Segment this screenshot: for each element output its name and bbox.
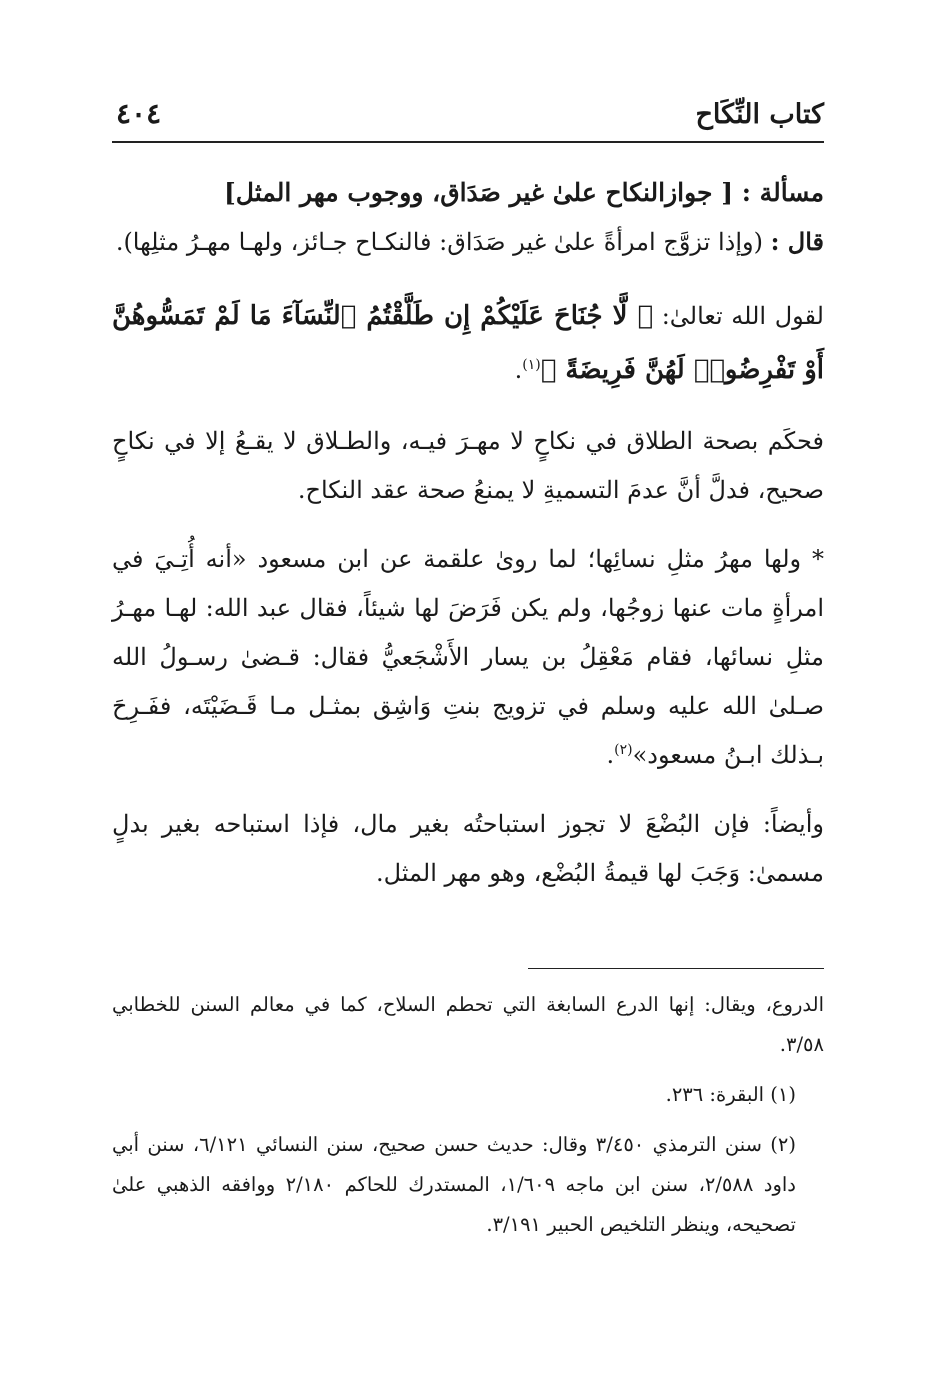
book-page [112,95,824,1245]
qala-label: قال : [770,227,824,256]
hadith-text: * ولها مهرُ مثلِ نسائِها؛ لما رویٰ علقمة عن ابن مسعود «أنه أُتِـيَ في امرأةٍ مات عنها زوجُها، ولم يكن فَرَضَ لها شيئاً، فقال عبد الله: لهـا مهـرُ مثلِ نسائها، فقام مَعْقِلُ بن يسار الأَشْجَعيُّ فقال: قـضىٰ رسـولُ الله صـلىٰ الله عليه وسلم في تزويج بنتِ وَاشِق بمثـل مـا قَـضَيْتَه، ففَـرِحَ بـذلك ابـنُ مسعود» [112,545,824,769]
footnote-divider [528,968,824,969]
footnote-2: (٢) سنن الترمذي ٣/٤٥٠ وقال: حديث حسن صحيح، سنن النسائي ٦/١٢١، سنن أبي داود ٢/٥٨٨، سنن ابن ماجه ١/٦٠٩، المستدرك للحاكم ٢/١٨٠ ووافقه الذهبي علىٰ تصحيحه، وينظر التلخيص الحبير ٣/١٩١. [112,1133,796,1236]
verse-end: . [514,356,523,384]
footnote-ref-2: (٢) [614,742,633,758]
section-heading: مسألة : [ جوازالنكاح علىٰ غير صَدَاق، ووجوب مهر المثل] [223,178,824,207]
qala-text: (وإذا تزوَّج امرأةً علىٰ غير صَدَاق: فالنكـاح جـائز، ولهـا مهـرُ مثلِها). [115,228,771,256]
running-header [112,95,824,143]
chapter-title: كتاب النِّكَاح [695,99,824,130]
paragraph-reasoning: وأيضاً: فإن البُضْعَ لا تجوز استباحتُه بغير مال، فإذا استباحه بغير بدلٍ مسمىٰ: وَجَبَ لها قيمةُ البُضْع، وهو مهر المثل. [112,810,824,887]
verse-intro: لقول الله تعالىٰ: [653,302,824,330]
footnote-1: (١) البقرة: ٢٣٦. [665,1083,796,1106]
page-number: ٤٠٤ [116,97,162,130]
verse-paragraph [112,289,824,397]
footnote-carryover: الدروع، ويقال: إنها الدرع السابغة التي تحطم السلاح، كما في معالم السنن للخطابي ٣/٥٨. [112,993,824,1056]
paragraph-hadith [112,535,824,780]
paragraph-ruling: فحكَم بصحة الطلاق في نكاحٍ لا مهـرَ فيـه، والطـلاق لا يقـعُ إلا في نكاحٍ صحيح، فدلَّ أنَّ عدمَ التسميةِ لا يمنعُ صحة عقد النكاح. [112,427,824,504]
footnote-ref-1: (١) [522,357,541,373]
qala-paragraph [112,217,824,267]
hadith-end: . [606,741,615,769]
footnotes [112,985,824,1245]
quran-verse: ﴿ لَّا جُنَاحَ عَلَيْكُمْ إِن طَلَّقْتُمُ ٱلنِّسَآءَ مَا لَمْ تَمَسُّوهُنَّ أَوْ تَفْرِضُوا۟ لَهُنَّ فَرِيضَةً ﴾ [112,301,824,385]
